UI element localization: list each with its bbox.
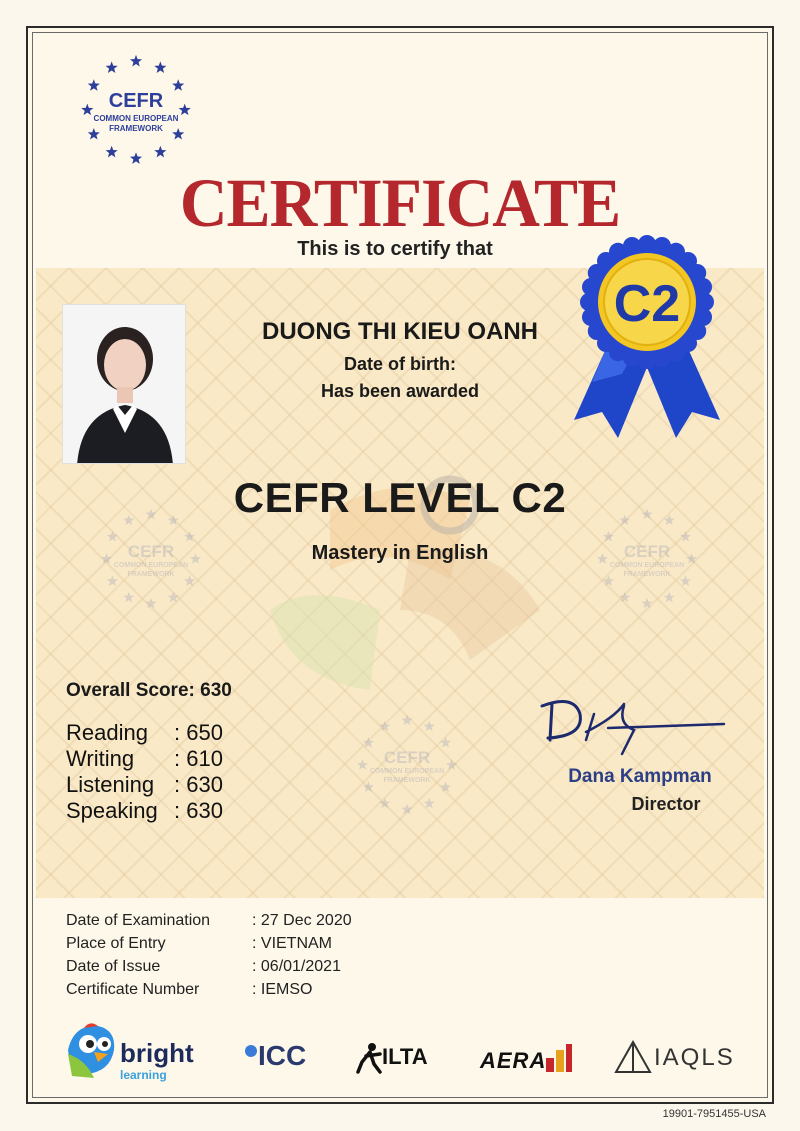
bright-wordmark: bright xyxy=(120,1038,194,1068)
score-row xyxy=(66,720,223,746)
star-icon xyxy=(154,146,166,158)
star-icon xyxy=(106,61,118,73)
score-label: Listening xyxy=(66,772,155,797)
score-row xyxy=(66,772,223,798)
star-icon xyxy=(130,55,142,67)
watermark-line2: FRAMEWORK xyxy=(623,571,671,578)
signatory-title: Director xyxy=(631,794,701,814)
star-icon xyxy=(363,737,374,748)
detail-row xyxy=(66,958,341,976)
score-label: Speaking xyxy=(66,798,158,823)
ilta-wordmark: ILTA xyxy=(382,1044,428,1069)
star-icon xyxy=(379,721,390,732)
award-description: Mastery in English xyxy=(311,542,489,564)
score-value: : 630 xyxy=(174,772,223,797)
bright-learning-logo xyxy=(64,1020,214,1086)
watermark-abbr: CEFR xyxy=(623,542,671,561)
star-icon xyxy=(641,598,652,609)
star-icon xyxy=(379,798,390,809)
star-icon xyxy=(130,152,142,164)
star-icon xyxy=(680,531,691,542)
star-icon xyxy=(424,798,435,809)
certificate-title: CERTIFICATE xyxy=(179,165,621,242)
detail-row xyxy=(66,981,312,999)
star-icon xyxy=(424,721,435,732)
aera-logo xyxy=(480,1044,580,1080)
star-icon xyxy=(123,592,134,603)
star-icon xyxy=(641,509,652,520)
watermark-line2: FRAMEWORK xyxy=(127,571,175,578)
signature-icon xyxy=(534,692,734,756)
bird-icon xyxy=(64,1020,120,1082)
watermark-line1: COMMON EUROPEAN xyxy=(113,562,189,569)
detail-row xyxy=(66,935,332,953)
detail-value: : 27 Dec 2020 xyxy=(252,912,352,929)
star-icon xyxy=(123,515,134,526)
awarded-text: Has been awarded xyxy=(320,381,480,401)
aera-wordmark: AERA xyxy=(480,1048,547,1073)
detail-label: Date of Issue xyxy=(66,958,161,975)
star-icon xyxy=(603,531,614,542)
bright-sub: learning xyxy=(120,1068,167,1082)
star-icon xyxy=(440,737,451,748)
star-icon xyxy=(664,592,675,603)
star-icon xyxy=(168,515,179,526)
serial-number: 19901-7951455-USA xyxy=(662,1108,766,1120)
watermark-seal-center xyxy=(354,712,460,818)
star-icon xyxy=(401,715,412,726)
star-icon xyxy=(401,804,412,815)
portrait-icon xyxy=(63,305,186,464)
detail-value: : 06/01/2021 xyxy=(252,958,341,975)
logo-line2: FRAMEWORK xyxy=(109,124,163,133)
score-value: : 650 xyxy=(174,720,223,745)
star-icon xyxy=(619,592,630,603)
star-icon xyxy=(619,515,630,526)
star-icon xyxy=(664,515,675,526)
score-row xyxy=(66,798,223,824)
badge-text: C2 xyxy=(613,275,681,333)
score-label: Reading xyxy=(66,720,148,745)
score-value: : 630 xyxy=(174,798,223,823)
star-icon xyxy=(145,598,156,609)
logo-abbr: CEFR xyxy=(108,90,164,112)
watermark-abbr: CEFR xyxy=(127,542,175,561)
star-icon xyxy=(184,531,195,542)
recipient-photo xyxy=(62,304,186,464)
signatory-name: Dana Kampman xyxy=(568,766,712,787)
watermark-line2: FRAMEWORK xyxy=(383,777,431,784)
score-row xyxy=(66,746,223,772)
logo-line1: COMMON EUROPEAN xyxy=(93,114,179,123)
detail-row xyxy=(66,912,352,930)
score-value: : 610 xyxy=(174,746,223,771)
detail-label: Place of Entry xyxy=(66,935,166,952)
iaqls-logo xyxy=(614,1040,744,1080)
star-icon xyxy=(106,146,118,158)
cefr-logo xyxy=(78,52,194,168)
iaqls-wordmark: IAQLS xyxy=(654,1044,735,1071)
detail-label: Certificate Number xyxy=(66,981,200,998)
detail-value: : IEMSO xyxy=(252,981,313,998)
certificate-subtitle: This is to certify that xyxy=(297,238,493,260)
icc-dot-icon xyxy=(244,1044,258,1058)
detail-label: Date of Examination xyxy=(66,912,211,929)
award-level: CEFR LEVEL C2 xyxy=(233,474,567,521)
score-label: Writing xyxy=(66,746,135,771)
recipient-name: DUONG THI KIEU OANH xyxy=(262,318,538,345)
dob-label: Date of birth: xyxy=(344,354,456,374)
ilta-figure-icon xyxy=(356,1042,382,1074)
icc-wordmark: ICC xyxy=(258,1040,307,1071)
watermark-seal-right xyxy=(594,506,700,612)
triangle-icon xyxy=(614,1040,652,1074)
watermark-seal-left xyxy=(98,506,204,612)
watermark-line1: COMMON EUROPEAN xyxy=(369,768,445,775)
icc-logo xyxy=(244,1040,324,1080)
watermark-line1: COMMON EUROPEAN xyxy=(609,562,685,569)
overall-score: Overall Score: 630 xyxy=(66,680,232,701)
star-icon xyxy=(145,509,156,520)
star-icon xyxy=(168,592,179,603)
star-icon xyxy=(107,531,118,542)
ilta-logo xyxy=(356,1042,440,1082)
detail-value: : VIETNAM xyxy=(252,935,333,952)
aera-blocks-icon xyxy=(544,1044,574,1074)
star-icon xyxy=(154,61,166,73)
watermark-abbr: CEFR xyxy=(383,748,431,767)
